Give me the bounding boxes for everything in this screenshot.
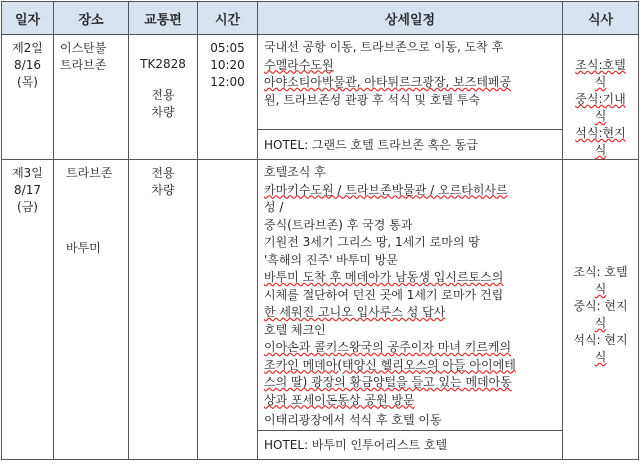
day2-schedule: 국내선 공항 이동, 트라브존으로 이동, 도착 후 수멜라수도원 아야소티아박물관, 아타튀르크광장, 보즈테페공 원, 트라브존성 관광 후 석식 및 호텔 투숙 <box>258 35 563 130</box>
day3-times <box>198 160 258 460</box>
day3-transport: 전용 차량 <box>129 160 198 460</box>
day3-row <box>2 160 639 431</box>
day2-row <box>2 35 639 130</box>
header-detail: 상세일정 <box>258 2 563 35</box>
day2-hotel: HOTEL: 그랜드 호텔 트라브존 혹은 동급 <box>258 130 563 160</box>
day3-place: 트라브존 바투미 <box>54 160 129 460</box>
day2-vehicle: 전용 차량 <box>151 88 175 119</box>
day2-transport <box>129 35 198 160</box>
header-row <box>2 2 639 35</box>
day2-meals: 조식:호텔 식 중식:기내 식 석식:현지 식 <box>563 35 639 160</box>
day3-hotel: HOTEL: 바투미 인투어리스트 호텔 <box>258 430 563 459</box>
header-day: 일자 <box>2 2 54 35</box>
day2-date: 제2일 8/16 (목) <box>2 35 54 160</box>
day3-schedule: 호텔조식 후 카마키수도원 / 트라브존박물관 / 오르타히사르 성 / 중식(트라브존) 후 국경 통과 기원전 3세기 그리스 땅, 1세기 로마의 땅 '흑해의 진주' 바투미 방문 바투미 도착 후 메데아가 남동생 입시르토스의 시체를 절단하여 던진 곳에 1세기 로마가 건립 한 세워진 고니오 입사루스 성 답사 호텔 체크인 이아손과 콜키스왕국의 공주이자 마녀 키르케의 조카인 메데아(태양신 헬리오스의 아들 아이에테 스의 딸) 광장의 황금양털을 들고 있는 메데아동 상과 포세이돈동상 공원 방문 이태리광장에서 석식 후 호텔 이동 <box>258 160 563 431</box>
header-transport: 교통편 <box>129 2 198 35</box>
day2-place: 이스탄불 트라브존 <box>54 35 129 160</box>
day2-times: 05:05 10:20 12:00 <box>198 35 258 160</box>
header-meal: 식사 <box>563 2 639 35</box>
header-place: 장소 <box>54 2 129 35</box>
header-time: 시간 <box>198 2 258 35</box>
day3-date: 제3일 8/17 (금) <box>2 160 54 460</box>
itinerary-table <box>1 1 639 460</box>
day2-flight: TK2828 <box>140 57 186 71</box>
day3-meals: 조식: 호텔 식 중식: 현지 식 석식: 현지 식 <box>563 160 639 460</box>
